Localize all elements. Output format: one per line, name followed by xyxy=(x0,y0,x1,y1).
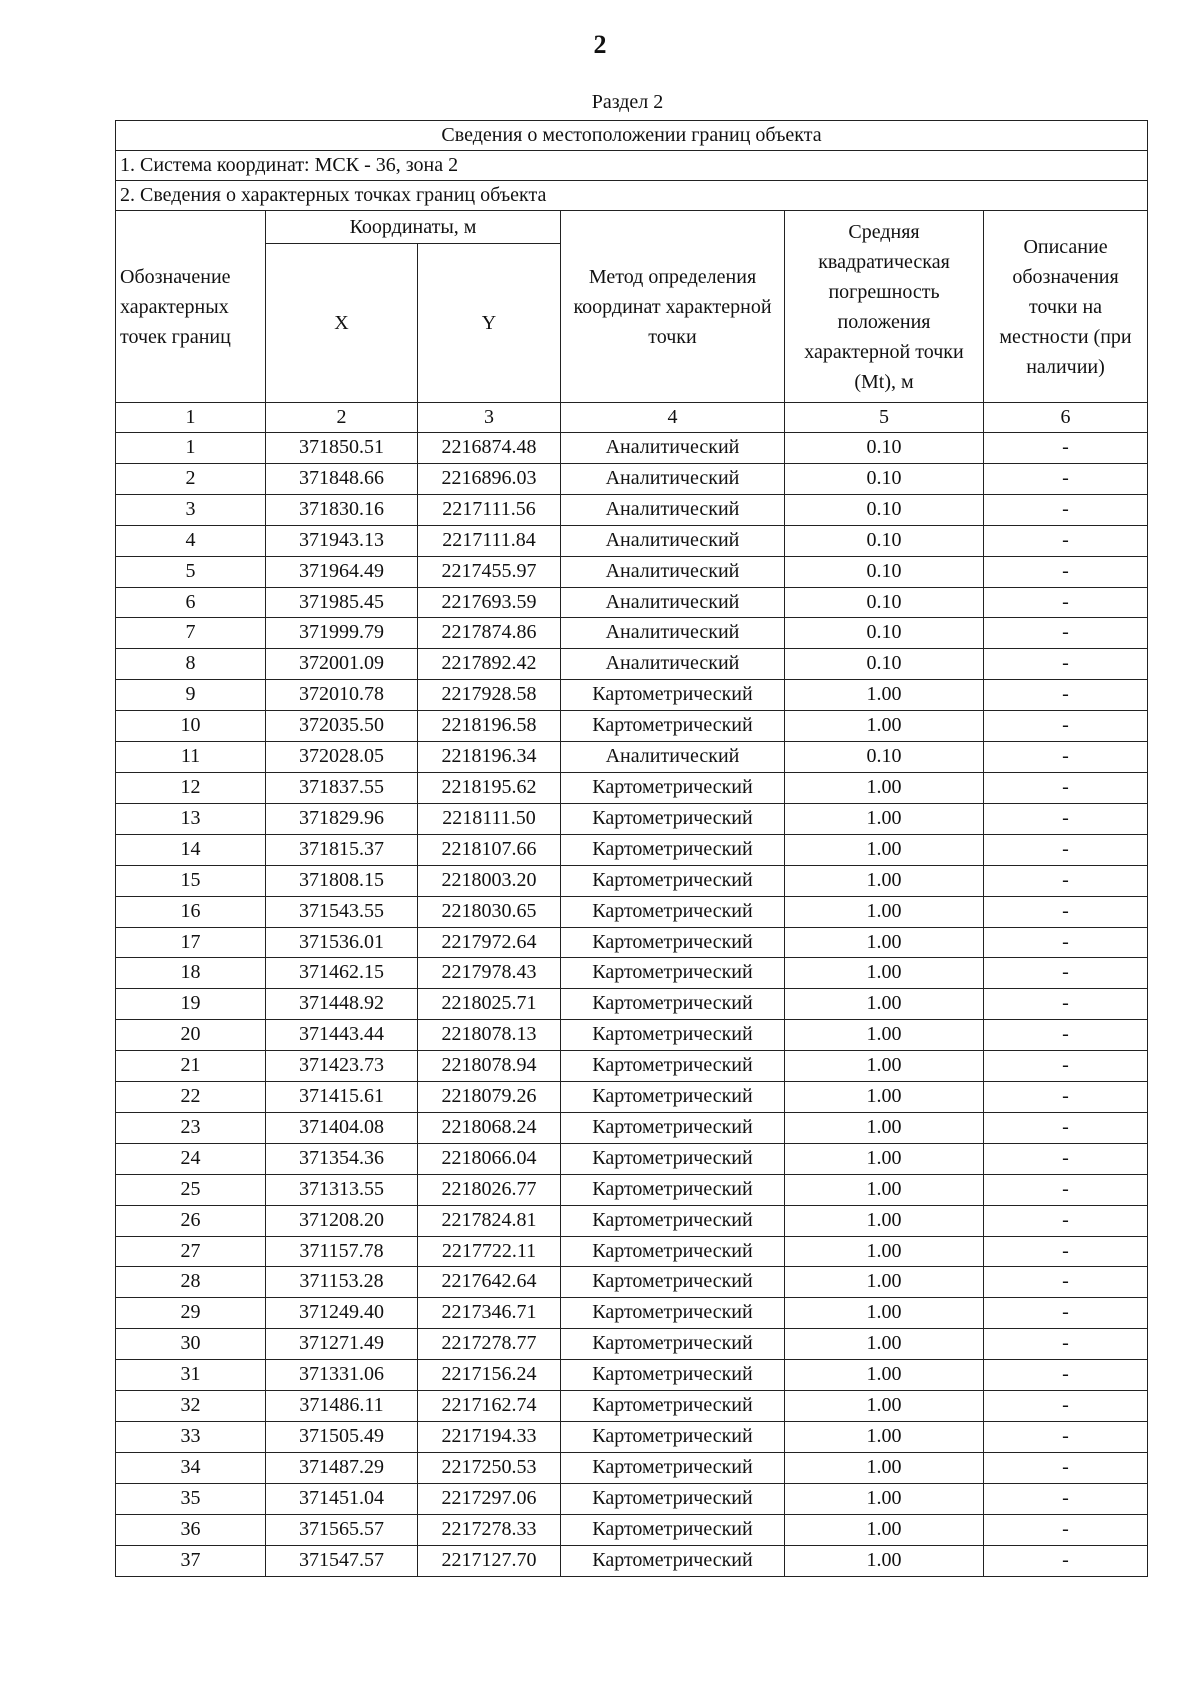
table-title: Сведения о местоположении границ объекта xyxy=(116,121,1148,151)
error-cell: 1.00 xyxy=(785,1020,984,1051)
method-cell: Картометрический xyxy=(561,772,785,803)
x-coordinate-cell: 371462.15 xyxy=(266,958,418,989)
y-coordinate-cell: 2217722.11 xyxy=(418,1236,561,1267)
table-row xyxy=(116,865,1148,896)
y-coordinate-cell: 2217642.64 xyxy=(418,1267,561,1298)
point-number-cell: 12 xyxy=(116,772,266,803)
error-cell: 1.00 xyxy=(785,1267,984,1298)
x-coordinate-cell: 371815.37 xyxy=(266,834,418,865)
point-number-cell: 1 xyxy=(116,433,266,464)
point-number-cell: 5 xyxy=(116,556,266,587)
method-cell: Аналитический xyxy=(561,742,785,773)
point-number-cell: 6 xyxy=(116,587,266,618)
column-number: 2 xyxy=(266,403,418,433)
point-number-cell: 19 xyxy=(116,989,266,1020)
description-cell: - xyxy=(984,1051,1148,1082)
description-cell: - xyxy=(984,896,1148,927)
error-cell: 1.00 xyxy=(785,711,984,742)
description-cell: - xyxy=(984,1112,1148,1143)
description-cell: - xyxy=(984,958,1148,989)
description-cell: - xyxy=(984,1360,1148,1391)
y-coordinate-cell: 2218195.62 xyxy=(418,772,561,803)
point-number-cell: 8 xyxy=(116,649,266,680)
method-cell: Картометрический xyxy=(561,680,785,711)
column-number-row xyxy=(116,403,1148,433)
description-cell: - xyxy=(984,525,1148,556)
error-cell: 1.00 xyxy=(785,1082,984,1113)
table-row xyxy=(116,649,1148,680)
y-coordinate-cell: 2217978.43 xyxy=(418,958,561,989)
y-coordinate-cell: 2218079.26 xyxy=(418,1082,561,1113)
x-coordinate-cell: 371451.04 xyxy=(266,1483,418,1514)
table-row xyxy=(116,1483,1148,1514)
point-number-cell: 11 xyxy=(116,742,266,773)
x-coordinate-cell: 371536.01 xyxy=(266,927,418,958)
table-row xyxy=(116,1514,1148,1545)
description-cell: - xyxy=(984,1545,1148,1576)
x-coordinate-cell: 371985.45 xyxy=(266,587,418,618)
error-cell: 0.10 xyxy=(785,494,984,525)
table-row xyxy=(116,618,1148,649)
error-cell: 0.10 xyxy=(785,463,984,494)
description-cell: - xyxy=(984,1483,1148,1514)
y-coordinate-cell: 2218196.58 xyxy=(418,711,561,742)
method-cell: Картометрический xyxy=(561,896,785,927)
y-coordinate-cell: 2218111.50 xyxy=(418,803,561,834)
error-cell: 1.00 xyxy=(785,772,984,803)
description-cell: - xyxy=(984,1267,1148,1298)
description-cell: - xyxy=(984,463,1148,494)
method-cell: Картометрический xyxy=(561,1298,785,1329)
x-coordinate-cell: 371943.13 xyxy=(266,525,418,556)
method-cell: Картометрический xyxy=(561,1051,785,1082)
method-cell: Аналитический xyxy=(561,433,785,464)
description-cell: - xyxy=(984,865,1148,896)
x-coordinate-cell: 371547.57 xyxy=(266,1545,418,1576)
description-cell: - xyxy=(984,989,1148,1020)
header-coordinates: Координаты, м xyxy=(266,211,561,244)
point-number-cell: 27 xyxy=(116,1236,266,1267)
point-number-cell: 16 xyxy=(116,896,266,927)
table-row xyxy=(116,525,1148,556)
column-number: 6 xyxy=(984,403,1148,433)
method-cell: Картометрический xyxy=(561,1360,785,1391)
x-coordinate-cell: 371423.73 xyxy=(266,1051,418,1082)
y-coordinate-cell: 2217824.81 xyxy=(418,1205,561,1236)
description-cell: - xyxy=(984,680,1148,711)
method-cell: Картометрический xyxy=(561,1020,785,1051)
error-cell: 1.00 xyxy=(785,1174,984,1205)
method-cell: Картометрический xyxy=(561,711,785,742)
x-coordinate-cell: 371829.96 xyxy=(266,803,418,834)
x-coordinate-cell: 371850.51 xyxy=(266,433,418,464)
y-coordinate-cell: 2217297.06 xyxy=(418,1483,561,1514)
table-row xyxy=(116,711,1148,742)
y-coordinate-cell: 2217346.71 xyxy=(418,1298,561,1329)
x-coordinate-cell: 371999.79 xyxy=(266,618,418,649)
point-number-cell: 21 xyxy=(116,1051,266,1082)
point-number-cell: 35 xyxy=(116,1483,266,1514)
page-number: 2 xyxy=(593,30,607,59)
method-cell: Картометрический xyxy=(561,927,785,958)
description-cell: - xyxy=(984,1391,1148,1422)
point-number-cell: 23 xyxy=(116,1112,266,1143)
error-cell: 0.10 xyxy=(785,525,984,556)
description-cell: - xyxy=(984,1422,1148,1453)
coordinate-system: 1. Система координат: МСК - 36, зона 2 xyxy=(116,151,1148,181)
table-row xyxy=(116,1422,1148,1453)
error-cell: 1.00 xyxy=(785,1236,984,1267)
x-coordinate-cell: 371271.49 xyxy=(266,1329,418,1360)
point-number-cell: 4 xyxy=(116,525,266,556)
table-row xyxy=(116,1267,1148,1298)
y-coordinate-cell: 2217928.58 xyxy=(418,680,561,711)
method-cell: Картометрический xyxy=(561,1514,785,1545)
column-number: 3 xyxy=(418,403,561,433)
point-number-cell: 9 xyxy=(116,680,266,711)
x-coordinate-cell: 372010.78 xyxy=(266,680,418,711)
method-cell: Аналитический xyxy=(561,525,785,556)
y-coordinate-cell: 2217278.77 xyxy=(418,1329,561,1360)
table-row xyxy=(116,1143,1148,1174)
y-coordinate-cell: 2217972.64 xyxy=(418,927,561,958)
method-cell: Картометрический xyxy=(561,1174,785,1205)
table-row xyxy=(116,742,1148,773)
point-number-cell: 3 xyxy=(116,494,266,525)
method-cell: Аналитический xyxy=(561,556,785,587)
description-cell: - xyxy=(984,772,1148,803)
point-number-cell: 30 xyxy=(116,1329,266,1360)
header-error: Средняя квадратическая погрешность положения характерной точки (Mt), м xyxy=(785,211,984,403)
error-cell: 1.00 xyxy=(785,1483,984,1514)
x-coordinate-cell: 371487.29 xyxy=(266,1452,418,1483)
error-cell: 0.10 xyxy=(785,649,984,680)
method-cell: Аналитический xyxy=(561,463,785,494)
error-cell: 0.10 xyxy=(785,618,984,649)
point-number-cell: 20 xyxy=(116,1020,266,1051)
y-coordinate-cell: 2216896.03 xyxy=(418,463,561,494)
y-coordinate-cell: 2217693.59 xyxy=(418,587,561,618)
point-number-cell: 17 xyxy=(116,927,266,958)
description-cell: - xyxy=(984,618,1148,649)
point-number-cell: 7 xyxy=(116,618,266,649)
table-row xyxy=(116,1082,1148,1113)
error-cell: 1.00 xyxy=(785,1422,984,1453)
x-coordinate-cell: 371157.78 xyxy=(266,1236,418,1267)
error-cell: 1.00 xyxy=(785,1452,984,1483)
method-cell: Картометрический xyxy=(561,803,785,834)
y-coordinate-cell: 2218196.34 xyxy=(418,742,561,773)
point-number-cell: 33 xyxy=(116,1422,266,1453)
error-cell: 1.00 xyxy=(785,1205,984,1236)
point-number-cell: 36 xyxy=(116,1514,266,1545)
column-number: 4 xyxy=(561,403,785,433)
x-coordinate-cell: 371313.55 xyxy=(266,1174,418,1205)
point-number-cell: 15 xyxy=(116,865,266,896)
description-cell: - xyxy=(984,1236,1148,1267)
table-row xyxy=(116,1020,1148,1051)
table-row xyxy=(116,1236,1148,1267)
point-number-cell: 18 xyxy=(116,958,266,989)
x-coordinate-cell: 371808.15 xyxy=(266,865,418,896)
error-cell: 1.00 xyxy=(785,1514,984,1545)
y-coordinate-cell: 2216874.48 xyxy=(418,433,561,464)
description-cell: - xyxy=(984,494,1148,525)
error-cell: 1.00 xyxy=(785,834,984,865)
method-cell: Картометрический xyxy=(561,1112,785,1143)
y-coordinate-cell: 2217111.84 xyxy=(418,525,561,556)
x-coordinate-cell: 371964.49 xyxy=(266,556,418,587)
x-coordinate-cell: 371448.92 xyxy=(266,989,418,1020)
method-cell: Картометрический xyxy=(561,1329,785,1360)
point-number-cell: 13 xyxy=(116,803,266,834)
points-heading: 2. Сведения о характерных точках границ объекта xyxy=(116,181,1148,211)
x-coordinate-cell: 371837.55 xyxy=(266,772,418,803)
error-cell: 1.00 xyxy=(785,927,984,958)
y-coordinate-cell: 2217156.24 xyxy=(418,1360,561,1391)
error-cell: 1.00 xyxy=(785,989,984,1020)
description-cell: - xyxy=(984,742,1148,773)
x-coordinate-cell: 371415.61 xyxy=(266,1082,418,1113)
method-cell: Картометрический xyxy=(561,1483,785,1514)
method-cell: Аналитический xyxy=(561,587,785,618)
y-coordinate-cell: 2218068.24 xyxy=(418,1112,561,1143)
table-row xyxy=(116,772,1148,803)
y-coordinate-cell: 2218025.71 xyxy=(418,989,561,1020)
column-number: 5 xyxy=(785,403,984,433)
x-coordinate-cell: 372028.05 xyxy=(266,742,418,773)
description-cell: - xyxy=(984,1205,1148,1236)
method-cell: Картометрический xyxy=(561,1452,785,1483)
table-row xyxy=(116,433,1148,464)
x-coordinate-cell: 371486.11 xyxy=(266,1391,418,1422)
description-cell: - xyxy=(984,556,1148,587)
table-row xyxy=(116,989,1148,1020)
table-row xyxy=(116,1174,1148,1205)
point-number-cell: 29 xyxy=(116,1298,266,1329)
header-designation: Обозначение характерных точек границ xyxy=(116,211,266,403)
boundary-points-table xyxy=(115,120,1148,1577)
method-cell: Картометрический xyxy=(561,834,785,865)
table-row xyxy=(116,927,1148,958)
table-row xyxy=(116,1391,1148,1422)
table-row xyxy=(116,680,1148,711)
error-cell: 1.00 xyxy=(785,1360,984,1391)
point-number-cell: 28 xyxy=(116,1267,266,1298)
y-coordinate-cell: 2218078.13 xyxy=(418,1020,561,1051)
method-cell: Картометрический xyxy=(561,1236,785,1267)
method-cell: Аналитический xyxy=(561,649,785,680)
description-cell: - xyxy=(984,1174,1148,1205)
point-number-cell: 10 xyxy=(116,711,266,742)
error-cell: 1.00 xyxy=(785,680,984,711)
table-row xyxy=(116,834,1148,865)
description-cell: - xyxy=(984,433,1148,464)
table-row xyxy=(116,1298,1148,1329)
method-cell: Картометрический xyxy=(561,1205,785,1236)
point-number-cell: 22 xyxy=(116,1082,266,1113)
table-row xyxy=(116,556,1148,587)
table-row xyxy=(116,1051,1148,1082)
description-cell: - xyxy=(984,1514,1148,1545)
method-cell: Картометрический xyxy=(561,1422,785,1453)
table-row xyxy=(116,1360,1148,1391)
y-coordinate-cell: 2217162.74 xyxy=(418,1391,561,1422)
error-cell: 1.00 xyxy=(785,1329,984,1360)
method-cell: Аналитический xyxy=(561,618,785,649)
method-cell: Картометрический xyxy=(561,989,785,1020)
error-cell: 1.00 xyxy=(785,1391,984,1422)
point-number-cell: 24 xyxy=(116,1143,266,1174)
description-cell: - xyxy=(984,803,1148,834)
method-cell: Картометрический xyxy=(561,958,785,989)
y-coordinate-cell: 2218107.66 xyxy=(418,834,561,865)
error-cell: 1.00 xyxy=(785,1545,984,1576)
x-coordinate-cell: 371153.28 xyxy=(266,1267,418,1298)
point-number-cell: 26 xyxy=(116,1205,266,1236)
method-cell: Картометрический xyxy=(561,865,785,896)
x-coordinate-cell: 371331.06 xyxy=(266,1360,418,1391)
error-cell: 0.10 xyxy=(785,556,984,587)
error-cell: 1.00 xyxy=(785,1143,984,1174)
table-row xyxy=(116,1205,1148,1236)
error-cell: 1.00 xyxy=(785,896,984,927)
table-row xyxy=(116,494,1148,525)
error-cell: 0.10 xyxy=(785,433,984,464)
y-coordinate-cell: 2217127.70 xyxy=(418,1545,561,1576)
y-coordinate-cell: 2218066.04 xyxy=(418,1143,561,1174)
y-coordinate-cell: 2218030.65 xyxy=(418,896,561,927)
description-cell: - xyxy=(984,1329,1148,1360)
description-cell: - xyxy=(984,587,1148,618)
point-number-cell: 25 xyxy=(116,1174,266,1205)
description-cell: - xyxy=(984,927,1148,958)
error-cell: 1.00 xyxy=(785,1298,984,1329)
method-cell: Картометрический xyxy=(561,1143,785,1174)
error-cell: 0.10 xyxy=(785,742,984,773)
x-coordinate-cell: 371208.20 xyxy=(266,1205,418,1236)
error-cell: 0.10 xyxy=(785,587,984,618)
description-cell: - xyxy=(984,1143,1148,1174)
y-coordinate-cell: 2218078.94 xyxy=(418,1051,561,1082)
y-coordinate-cell: 2218003.20 xyxy=(418,865,561,896)
column-number: 1 xyxy=(116,403,266,433)
table-row xyxy=(116,803,1148,834)
table-row xyxy=(116,1112,1148,1143)
x-coordinate-cell: 371505.49 xyxy=(266,1422,418,1453)
section-label: Раздел 2 xyxy=(591,91,664,113)
header-method: Метод определения координат характерной точки xyxy=(561,211,785,403)
x-coordinate-cell: 371249.40 xyxy=(266,1298,418,1329)
method-cell: Картометрический xyxy=(561,1545,785,1576)
x-coordinate-cell: 371830.16 xyxy=(266,494,418,525)
error-cell: 1.00 xyxy=(785,1051,984,1082)
header-y: Y xyxy=(418,244,561,403)
header-x: X xyxy=(266,244,418,403)
description-cell: - xyxy=(984,1452,1148,1483)
y-coordinate-cell: 2217278.33 xyxy=(418,1514,561,1545)
y-coordinate-cell: 2217194.33 xyxy=(418,1422,561,1453)
x-coordinate-cell: 372001.09 xyxy=(266,649,418,680)
method-cell: Картометрический xyxy=(561,1267,785,1298)
y-coordinate-cell: 2217250.53 xyxy=(418,1452,561,1483)
description-cell: - xyxy=(984,711,1148,742)
x-coordinate-cell: 371565.57 xyxy=(266,1514,418,1545)
error-cell: 1.00 xyxy=(785,1112,984,1143)
table-row xyxy=(116,463,1148,494)
y-coordinate-cell: 2217874.86 xyxy=(418,618,561,649)
method-cell: Картометрический xyxy=(561,1391,785,1422)
description-cell: - xyxy=(984,649,1148,680)
table-row xyxy=(116,958,1148,989)
y-coordinate-cell: 2217455.97 xyxy=(418,556,561,587)
y-coordinate-cell: 2217111.56 xyxy=(418,494,561,525)
description-cell: - xyxy=(984,1020,1148,1051)
point-number-cell: 32 xyxy=(116,1391,266,1422)
table-row xyxy=(116,1329,1148,1360)
table-row xyxy=(116,1452,1148,1483)
x-coordinate-cell: 372035.50 xyxy=(266,711,418,742)
point-number-cell: 31 xyxy=(116,1360,266,1391)
error-cell: 1.00 xyxy=(785,803,984,834)
x-coordinate-cell: 371404.08 xyxy=(266,1112,418,1143)
x-coordinate-cell: 371354.36 xyxy=(266,1143,418,1174)
point-number-cell: 2 xyxy=(116,463,266,494)
description-cell: - xyxy=(984,1298,1148,1329)
error-cell: 1.00 xyxy=(785,865,984,896)
point-number-cell: 34 xyxy=(116,1452,266,1483)
error-cell: 1.00 xyxy=(785,958,984,989)
description-cell: - xyxy=(984,834,1148,865)
table-row xyxy=(116,896,1148,927)
x-coordinate-cell: 371443.44 xyxy=(266,1020,418,1051)
x-coordinate-cell: 371543.55 xyxy=(266,896,418,927)
table-row xyxy=(116,587,1148,618)
method-cell: Картометрический xyxy=(561,1082,785,1113)
method-cell: Аналитический xyxy=(561,494,785,525)
header-description: Описание обозначения точки на местности (при наличии) xyxy=(984,211,1148,403)
y-coordinate-cell: 2218026.77 xyxy=(418,1174,561,1205)
point-number-cell: 37 xyxy=(116,1545,266,1576)
y-coordinate-cell: 2217892.42 xyxy=(418,649,561,680)
x-coordinate-cell: 371848.66 xyxy=(266,463,418,494)
point-number-cell: 14 xyxy=(116,834,266,865)
description-cell: - xyxy=(984,1082,1148,1113)
table-row xyxy=(116,1545,1148,1576)
